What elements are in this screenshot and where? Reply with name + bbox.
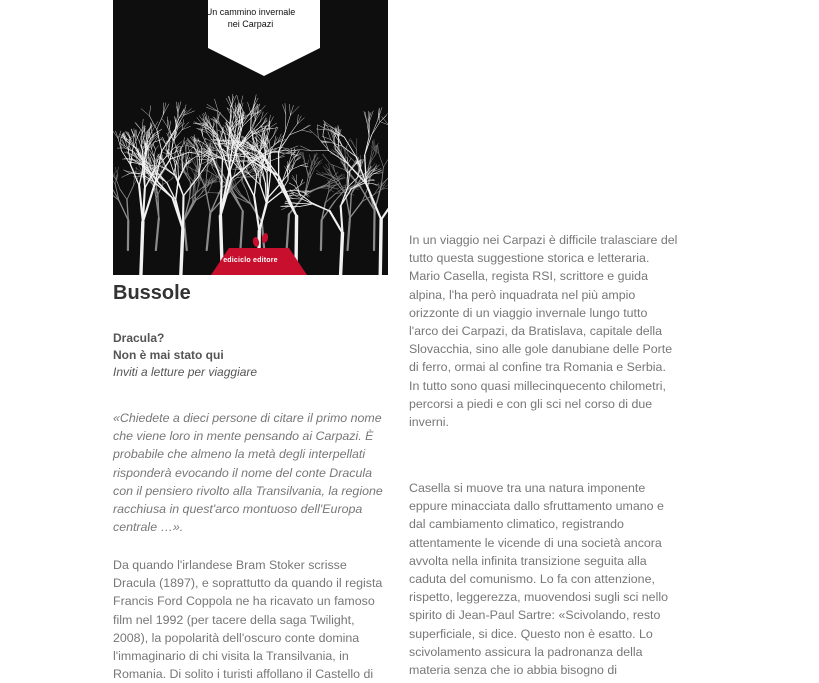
body-line: 2008), la popolarità dell'oscuro conte domina <box>113 629 382 647</box>
right-paragraph-1-line: In tutto sono quasi millecinquecento chilometri, <box>409 377 677 395</box>
right-paragraph-1-line: orizzonte di un viaggio invernale lungo tutto <box>409 304 677 322</box>
right-paragraph-1-line: inverni. <box>409 413 677 431</box>
right-paragraph-1-line: l'arco dei Carpazi, da Bratislava, capitale della <box>409 322 677 340</box>
section-title: Bussole <box>113 282 191 305</box>
right-paragraph-2 <box>409 479 668 679</box>
quote-line: probabile che almeno la metà degli interpellati <box>113 445 383 463</box>
quote-line: «Chiedete a dieci persone di citare il primo nome <box>113 409 383 427</box>
right-paragraph-2-line: scivolamento assicura la padronanza della <box>409 643 668 661</box>
forest-illustration <box>113 0 388 275</box>
right-paragraph-1-line: percorsi a piedi e con gli sci nel corso di due <box>409 395 677 413</box>
body-line: Dracula (1897), e soprattutto da quando il regista <box>113 574 382 592</box>
body-line: Da quando l'irlandese Bram Stoker scrisse <box>113 556 382 574</box>
right-paragraph-1-line: alpina, l'ha però inquadrata nel più ampio <box>409 286 677 304</box>
book-cover-image <box>113 0 388 275</box>
right-paragraph-2-line: dal cambiamento climatico, registrando <box>409 515 668 533</box>
headline-line-2: Non è mai stato qui <box>113 347 224 364</box>
right-paragraph-2-line: Casella si muove tra una natura imponente <box>409 479 668 497</box>
kicker: Inviti a letture per viaggiare <box>113 364 257 381</box>
quote-line: che viene loro in mente pensando ai Carpazi. È <box>113 427 383 445</box>
right-paragraph-1-line: Mario Casella, regista RSI, scrittore e guida <box>409 267 677 285</box>
quote-line: con il pensiero rivolto alla Transilvania, la regione <box>113 482 383 500</box>
quote-line: racchiusa in quest'arco montuoso dell'Europa <box>113 500 383 518</box>
right-paragraph-1-line: tutto questa suggestione storica e letteraria. <box>409 249 677 267</box>
body-line: film nel 1992 (per tacere della saga Twilight, <box>113 611 382 629</box>
quote-line: risponderà evocando il nome del conte Dracula <box>113 464 383 482</box>
headline-line-1: Dracula? <box>113 330 164 347</box>
right-paragraph-2-line: avvolta nella infinita transizione seguita alla <box>409 552 668 570</box>
quote-line: centrale …». <box>113 518 383 536</box>
opening-quote <box>113 409 383 536</box>
body-line: Francis Ford Coppola ne ha ricavato un famoso <box>113 592 382 610</box>
cover-tagline <box>113 6 388 30</box>
cover-tagline-line-1: Un cammino invernale <box>113 6 388 18</box>
body-paragraph <box>113 556 382 683</box>
publisher-name: ediciclo editore <box>113 257 388 264</box>
right-paragraph-2-line: materia senza che io abbia bisogno di <box>409 661 668 679</box>
right-paragraph-1 <box>409 231 677 431</box>
body-line: l'immaginario di chi visita la Transilvania, in <box>113 647 382 665</box>
right-paragraph-1-line: di ferro, ormai al confine tra Romania e Serbia. <box>409 358 677 376</box>
right-paragraph-1-line: In un viaggio nei Carpazi è difficile tralasciare del <box>409 231 677 249</box>
right-paragraph-2-line: attentamente le vicende di una società ancora <box>409 534 668 552</box>
right-paragraph-2-line: rispetto, leggerezza, muovendosi sugli sci nello <box>409 588 668 606</box>
right-paragraph-2-line: spirito di Jean-Paul Sartre: «Scivolando, resto <box>409 606 668 624</box>
right-paragraph-2-line: superficiale, si dice. Questo non è esatto. Lo <box>409 625 668 643</box>
cover-tagline-line-2: nei Carpazi <box>113 18 388 30</box>
right-paragraph-2-line: caduta del comunismo. Lo fa con attenzione, <box>409 570 668 588</box>
right-paragraph-1-line: Slovacchia, sino alle gole danubiane delle Porte <box>409 340 677 358</box>
body-line: Romania. Di solito i turisti affollano il Castello di <box>113 665 382 683</box>
right-paragraph-2-line: eppure minacciata dallo sfruttamento umano e <box>409 497 668 515</box>
